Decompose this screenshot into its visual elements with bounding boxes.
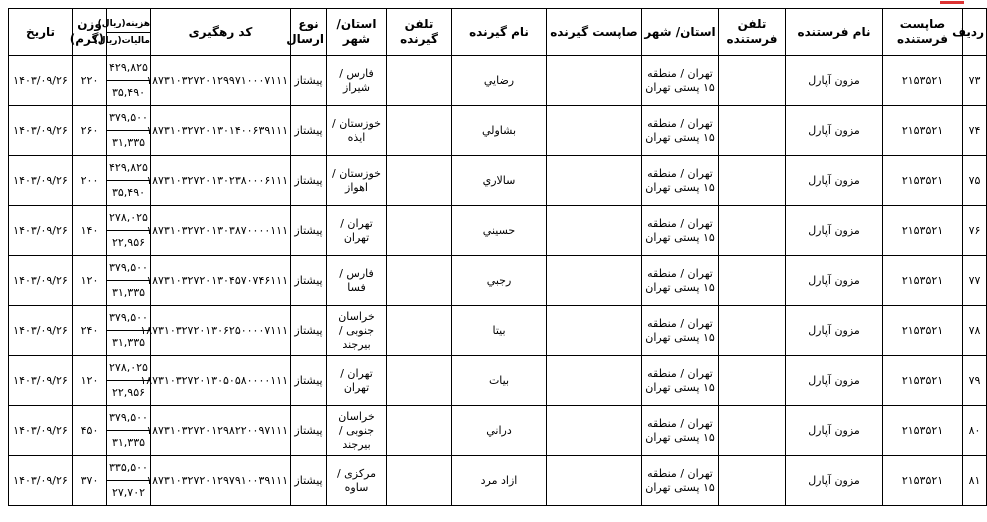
cell-sender-city: تهران / منطقه ۱۵ پستی تهران <box>642 56 719 106</box>
col-sender-code: صاپست فرستنده <box>883 9 963 56</box>
cell-cost-value: ۳۳۵,۵۰۰ <box>107 456 150 481</box>
cell-date: ۱۴۰۳/۰۹/۲۶ <box>9 406 73 456</box>
cell-receiver-code <box>547 56 642 106</box>
cell-radif: ۷۹ <box>963 356 987 406</box>
cell-cost-value: ۲۷۸,۰۲۵ <box>107 206 150 231</box>
cell-sender-city: تهران / منطقه ۱۵ پستی تهران <box>642 356 719 406</box>
col-sender-city: استان/ شهر <box>642 9 719 56</box>
col-cost-label: هزینه(ریال) <box>107 16 150 33</box>
cell-cost <box>107 106 151 156</box>
cell-send-type: پیشتاز <box>291 356 327 406</box>
cell-sender-name: مزون آپارل <box>786 206 883 256</box>
cell-cost-value: ۲۷۸,۰۲۵ <box>107 356 150 381</box>
col-receiver-name: نام گیرنده <box>452 9 547 56</box>
table-row <box>9 306 987 356</box>
cell-receiver-phone <box>387 456 452 506</box>
cell-sender-code: ۲۱۵۳۵۲۱ <box>883 106 963 156</box>
cell-tax-value: ۳۱,۳۳۵ <box>111 436 146 449</box>
table-row <box>9 406 987 456</box>
cell-tax-value: ۳۱,۳۳۵ <box>111 336 146 349</box>
cell-receiver-code <box>547 156 642 206</box>
cell-tax-value: ۲۲,۹۵۶ <box>111 386 146 399</box>
table-row <box>9 206 987 256</box>
cell-cost-value: ۳۷۹,۵۰۰ <box>107 106 150 131</box>
cell-send-type: پیشتاز <box>291 156 327 206</box>
cell-date: ۱۴۰۳/۰۹/۲۶ <box>9 206 73 256</box>
cell-date: ۱۴۰۳/۰۹/۲۶ <box>9 156 73 206</box>
cell-cost-value: ۴۲۹,۸۲۵ <box>107 156 150 181</box>
col-radif: ردیف <box>963 9 987 56</box>
cell-receiver-phone <box>387 156 452 206</box>
cell-radif: ۷۷ <box>963 256 987 306</box>
cell-tracking-code: ۱۸۷۳۱۰۳۲۷۲۰۱۳۰۵۰۵۸۰۰۰۰۱۱۱ <box>151 356 291 406</box>
cell-sender-code: ۲۱۵۳۵۲۱ <box>883 206 963 256</box>
table-body <box>9 56 987 506</box>
cell-receiver-phone <box>387 56 452 106</box>
table-row <box>9 156 987 206</box>
cell-send-type: پیشتاز <box>291 456 327 506</box>
cell-receiver-name: ازاد مرد <box>452 456 547 506</box>
col-send-type: نوع ارسال <box>291 9 327 56</box>
cell-weight: ۱۴۰ <box>73 206 107 256</box>
cell-sender-city: تهران / منطقه ۱۵ پستی تهران <box>642 206 719 256</box>
cell-cost-value: ۴۲۹,۸۲۵ <box>107 56 150 81</box>
cell-date: ۱۴۰۳/۰۹/۲۶ <box>9 106 73 156</box>
cell-date: ۱۴۰۳/۰۹/۲۶ <box>9 306 73 356</box>
cell-tax-value: ۲۷,۷۰۲ <box>111 486 146 499</box>
cell-sender-phone <box>719 206 786 256</box>
cell-radif: ۷۳ <box>963 56 987 106</box>
cell-sender-name: مزون آپارل <box>786 106 883 156</box>
cell-receiver-code <box>547 306 642 356</box>
cell-receiver-name: حسيني <box>452 206 547 256</box>
cell-tax-value: ۳۵,۴۹۰ <box>111 186 146 199</box>
cell-sender-phone <box>719 406 786 456</box>
table-row <box>9 456 987 506</box>
cell-cost <box>107 206 151 256</box>
cell-receiver-phone <box>387 106 452 156</box>
cell-sender-code: ۲۱۵۳۵۲۱ <box>883 406 963 456</box>
cell-receiver-phone <box>387 306 452 356</box>
cell-weight: ۲۴۰ <box>73 306 107 356</box>
col-date: تاریخ <box>9 9 73 56</box>
cell-tracking-code: ۱۸۷۳۱۰۳۲۷۲۰۱۳۰۴۵۷۰۷۴۶۱۱۱ <box>151 256 291 306</box>
cell-tracking-code: ۱۸۷۳۱۰۳۲۷۲۰۱۲۹۸۲۲۰۰۹۷۱۱۱ <box>151 406 291 456</box>
cell-cost <box>107 406 151 456</box>
cell-receiver-city: خراسان جنوبی / بیرجند <box>327 306 387 356</box>
cell-receiver-phone <box>387 406 452 456</box>
cell-sender-name: مزون آپارل <box>786 406 883 456</box>
cell-receiver-code <box>547 256 642 306</box>
cell-receiver-code <box>547 406 642 456</box>
cell-weight: ۳۷۰ <box>73 456 107 506</box>
cell-receiver-code <box>547 106 642 156</box>
cell-tracking-code: ۱۸۷۳۱۰۳۲۷۲۰۱۳۰۶۲۵۰۰۰۰۷۱۱۱ <box>151 306 291 356</box>
table-row <box>9 56 987 106</box>
header-row <box>9 9 987 56</box>
cell-tax-value: ۳۵,۴۹۰ <box>111 86 146 99</box>
cell-tax-value: ۳۱,۳۳۵ <box>111 286 146 299</box>
cell-radif: ۷۵ <box>963 156 987 206</box>
cell-radif: ۷۶ <box>963 206 987 256</box>
cell-sender-phone <box>719 306 786 356</box>
shipments-table <box>8 8 987 506</box>
cell-send-type: پیشتاز <box>291 256 327 306</box>
cell-receiver-city: خوزستان / ایذه <box>327 106 387 156</box>
cell-cost <box>107 456 151 506</box>
cell-receiver-name: دراني <box>452 406 547 456</box>
col-tracking: کد رهگیری <box>151 9 291 56</box>
cell-tracking-code: ۱۸۷۳۱۰۳۲۷۲۰۱۳۰۳۸۷۰۰۰۰۱۱۱ <box>151 206 291 256</box>
cell-receiver-city: فارس / فسا <box>327 256 387 306</box>
cell-receiver-phone <box>387 256 452 306</box>
table-row <box>9 356 987 406</box>
cell-cost <box>107 356 151 406</box>
cell-sender-city: تهران / منطقه ۱۵ پستی تهران <box>642 306 719 356</box>
cell-receiver-name: سالاري <box>452 156 547 206</box>
cell-sender-phone <box>719 456 786 506</box>
cell-receiver-code <box>547 206 642 256</box>
cell-tax-value: ۲۲,۹۵۶ <box>111 236 146 249</box>
cell-sender-city: تهران / منطقه ۱۵ پستی تهران <box>642 406 719 456</box>
corner-stamp-mark <box>940 1 964 4</box>
cell-sender-phone <box>719 106 786 156</box>
table-header <box>9 9 987 56</box>
cell-weight: ۲۰۰ <box>73 156 107 206</box>
cell-receiver-city: تهران / تهران <box>327 206 387 256</box>
cell-receiver-code <box>547 456 642 506</box>
cell-weight: ۲۲۰ <box>73 56 107 106</box>
cell-sender-code: ۲۱۵۳۵۲۱ <box>883 56 963 106</box>
cell-sender-phone <box>719 356 786 406</box>
cell-tracking-code: ۱۸۷۳۱۰۳۲۷۲۰۱۳۰۲۳۸۰۰۰۶۱۱۱ <box>151 156 291 206</box>
table-row <box>9 106 987 156</box>
col-sender-phone: تلفن فرستنده <box>719 9 786 56</box>
cell-sender-name: مزون آپارل <box>786 156 883 206</box>
cell-sender-phone <box>719 56 786 106</box>
cell-receiver-name: رضايي <box>452 56 547 106</box>
cell-weight: ۴۵۰ <box>73 406 107 456</box>
col-receiver-code: صاپست گیرنده <box>547 9 642 56</box>
cell-receiver-city: خوزستان / اهواز <box>327 156 387 206</box>
cell-receiver-name: بشاولي <box>452 106 547 156</box>
cell-receiver-name: رجبي <box>452 256 547 306</box>
cell-cost <box>107 156 151 206</box>
col-receiver-phone: تلفن گیرنده <box>387 9 452 56</box>
col-cost <box>93 9 151 56</box>
cell-receiver-city: تهران / تهران <box>327 356 387 406</box>
cell-tax-value: ۳۱,۳۳۵ <box>111 136 146 149</box>
cell-cost-value: ۳۷۹,۵۰۰ <box>107 256 150 281</box>
cell-sender-name: مزون آپارل <box>786 56 883 106</box>
cell-sender-code: ۲۱۵۳۵۲۱ <box>883 456 963 506</box>
cell-sender-city: تهران / منطقه ۱۵ پستی تهران <box>642 256 719 306</box>
cell-tracking-code: ۱۸۷۳۱۰۳۲۷۲۰۱۳۰۱۴۰۰۶۳۹۱۱۱ <box>151 106 291 156</box>
cell-tracking-code: ۱۸۷۳۱۰۳۲۷۲۰۱۲۹۷۹۱۰۰۳۹۱۱۱ <box>151 456 291 506</box>
cell-receiver-city: خراسان جنوبی / بیرجند <box>327 406 387 456</box>
cell-sender-phone <box>719 256 786 306</box>
cell-sender-name: مزون آپارل <box>786 356 883 406</box>
cell-cost <box>107 306 151 356</box>
col-receiver-city: استان/ شهر <box>327 9 387 56</box>
cell-weight: ۲۶۰ <box>73 106 107 156</box>
cell-date: ۱۴۰۳/۰۹/۲۶ <box>9 456 73 506</box>
cell-date: ۱۴۰۳/۰۹/۲۶ <box>9 256 73 306</box>
shipments-table-wrapper <box>8 8 984 506</box>
cell-receiver-name: بيتا <box>452 306 547 356</box>
cell-sender-code: ۲۱۵۳۵۲۱ <box>883 306 963 356</box>
cell-weight: ۱۲۰ <box>73 356 107 406</box>
cell-sender-city: تهران / منطقه ۱۵ پستی تهران <box>642 456 719 506</box>
cell-sender-name: مزون آپارل <box>786 256 883 306</box>
cell-sender-name: مزون آپارل <box>786 306 883 356</box>
cell-receiver-name: بيات <box>452 356 547 406</box>
cell-tracking-code: ۱۸۷۳۱۰۳۲۷۲۰۱۲۹۹۷۱۰۰۰۷۱۱۱ <box>151 56 291 106</box>
cell-sender-phone <box>719 156 786 206</box>
cell-send-type: پیشتاز <box>291 306 327 356</box>
table-row <box>9 256 987 306</box>
col-tax-label: مالیات(ریال) <box>93 35 150 46</box>
cell-cost-value: ۳۷۹,۵۰۰ <box>107 306 150 331</box>
cell-receiver-phone <box>387 206 452 256</box>
cell-sender-code: ۲۱۵۳۵۲۱ <box>883 356 963 406</box>
cell-radif: ۷۴ <box>963 106 987 156</box>
cell-send-type: پیشتاز <box>291 406 327 456</box>
cell-send-type: پیشتاز <box>291 56 327 106</box>
cell-cost-value: ۳۷۹,۵۰۰ <box>107 406 150 431</box>
cell-receiver-phone <box>387 356 452 406</box>
cell-cost <box>107 56 151 106</box>
cell-receiver-code <box>547 356 642 406</box>
footer-divider <box>8 508 966 509</box>
cell-send-type: پیشتاز <box>291 106 327 156</box>
cell-radif: ۸۰ <box>963 406 987 456</box>
cell-cost <box>107 256 151 306</box>
cell-receiver-city: فارس / شیراز <box>327 56 387 106</box>
cell-sender-city: تهران / منطقه ۱۵ پستی تهران <box>642 106 719 156</box>
cell-sender-city: تهران / منطقه ۱۵ پستی تهران <box>642 156 719 206</box>
col-weight: وزن (گرم) <box>73 9 107 56</box>
cell-date: ۱۴۰۳/۰۹/۲۶ <box>9 56 73 106</box>
cell-radif: ۸۱ <box>963 456 987 506</box>
cell-sender-code: ۲۱۵۳۵۲۱ <box>883 256 963 306</box>
col-sender-name: نام فرستنده <box>786 9 883 56</box>
cell-radif: ۷۸ <box>963 306 987 356</box>
cell-receiver-city: مرکزی / ساوه <box>327 456 387 506</box>
cell-weight: ۱۲۰ <box>73 256 107 306</box>
cell-send-type: پیشتاز <box>291 206 327 256</box>
cell-sender-code: ۲۱۵۳۵۲۱ <box>883 156 963 206</box>
cell-date: ۱۴۰۳/۰۹/۲۶ <box>9 356 73 406</box>
cell-sender-name: مزون آپارل <box>786 456 883 506</box>
